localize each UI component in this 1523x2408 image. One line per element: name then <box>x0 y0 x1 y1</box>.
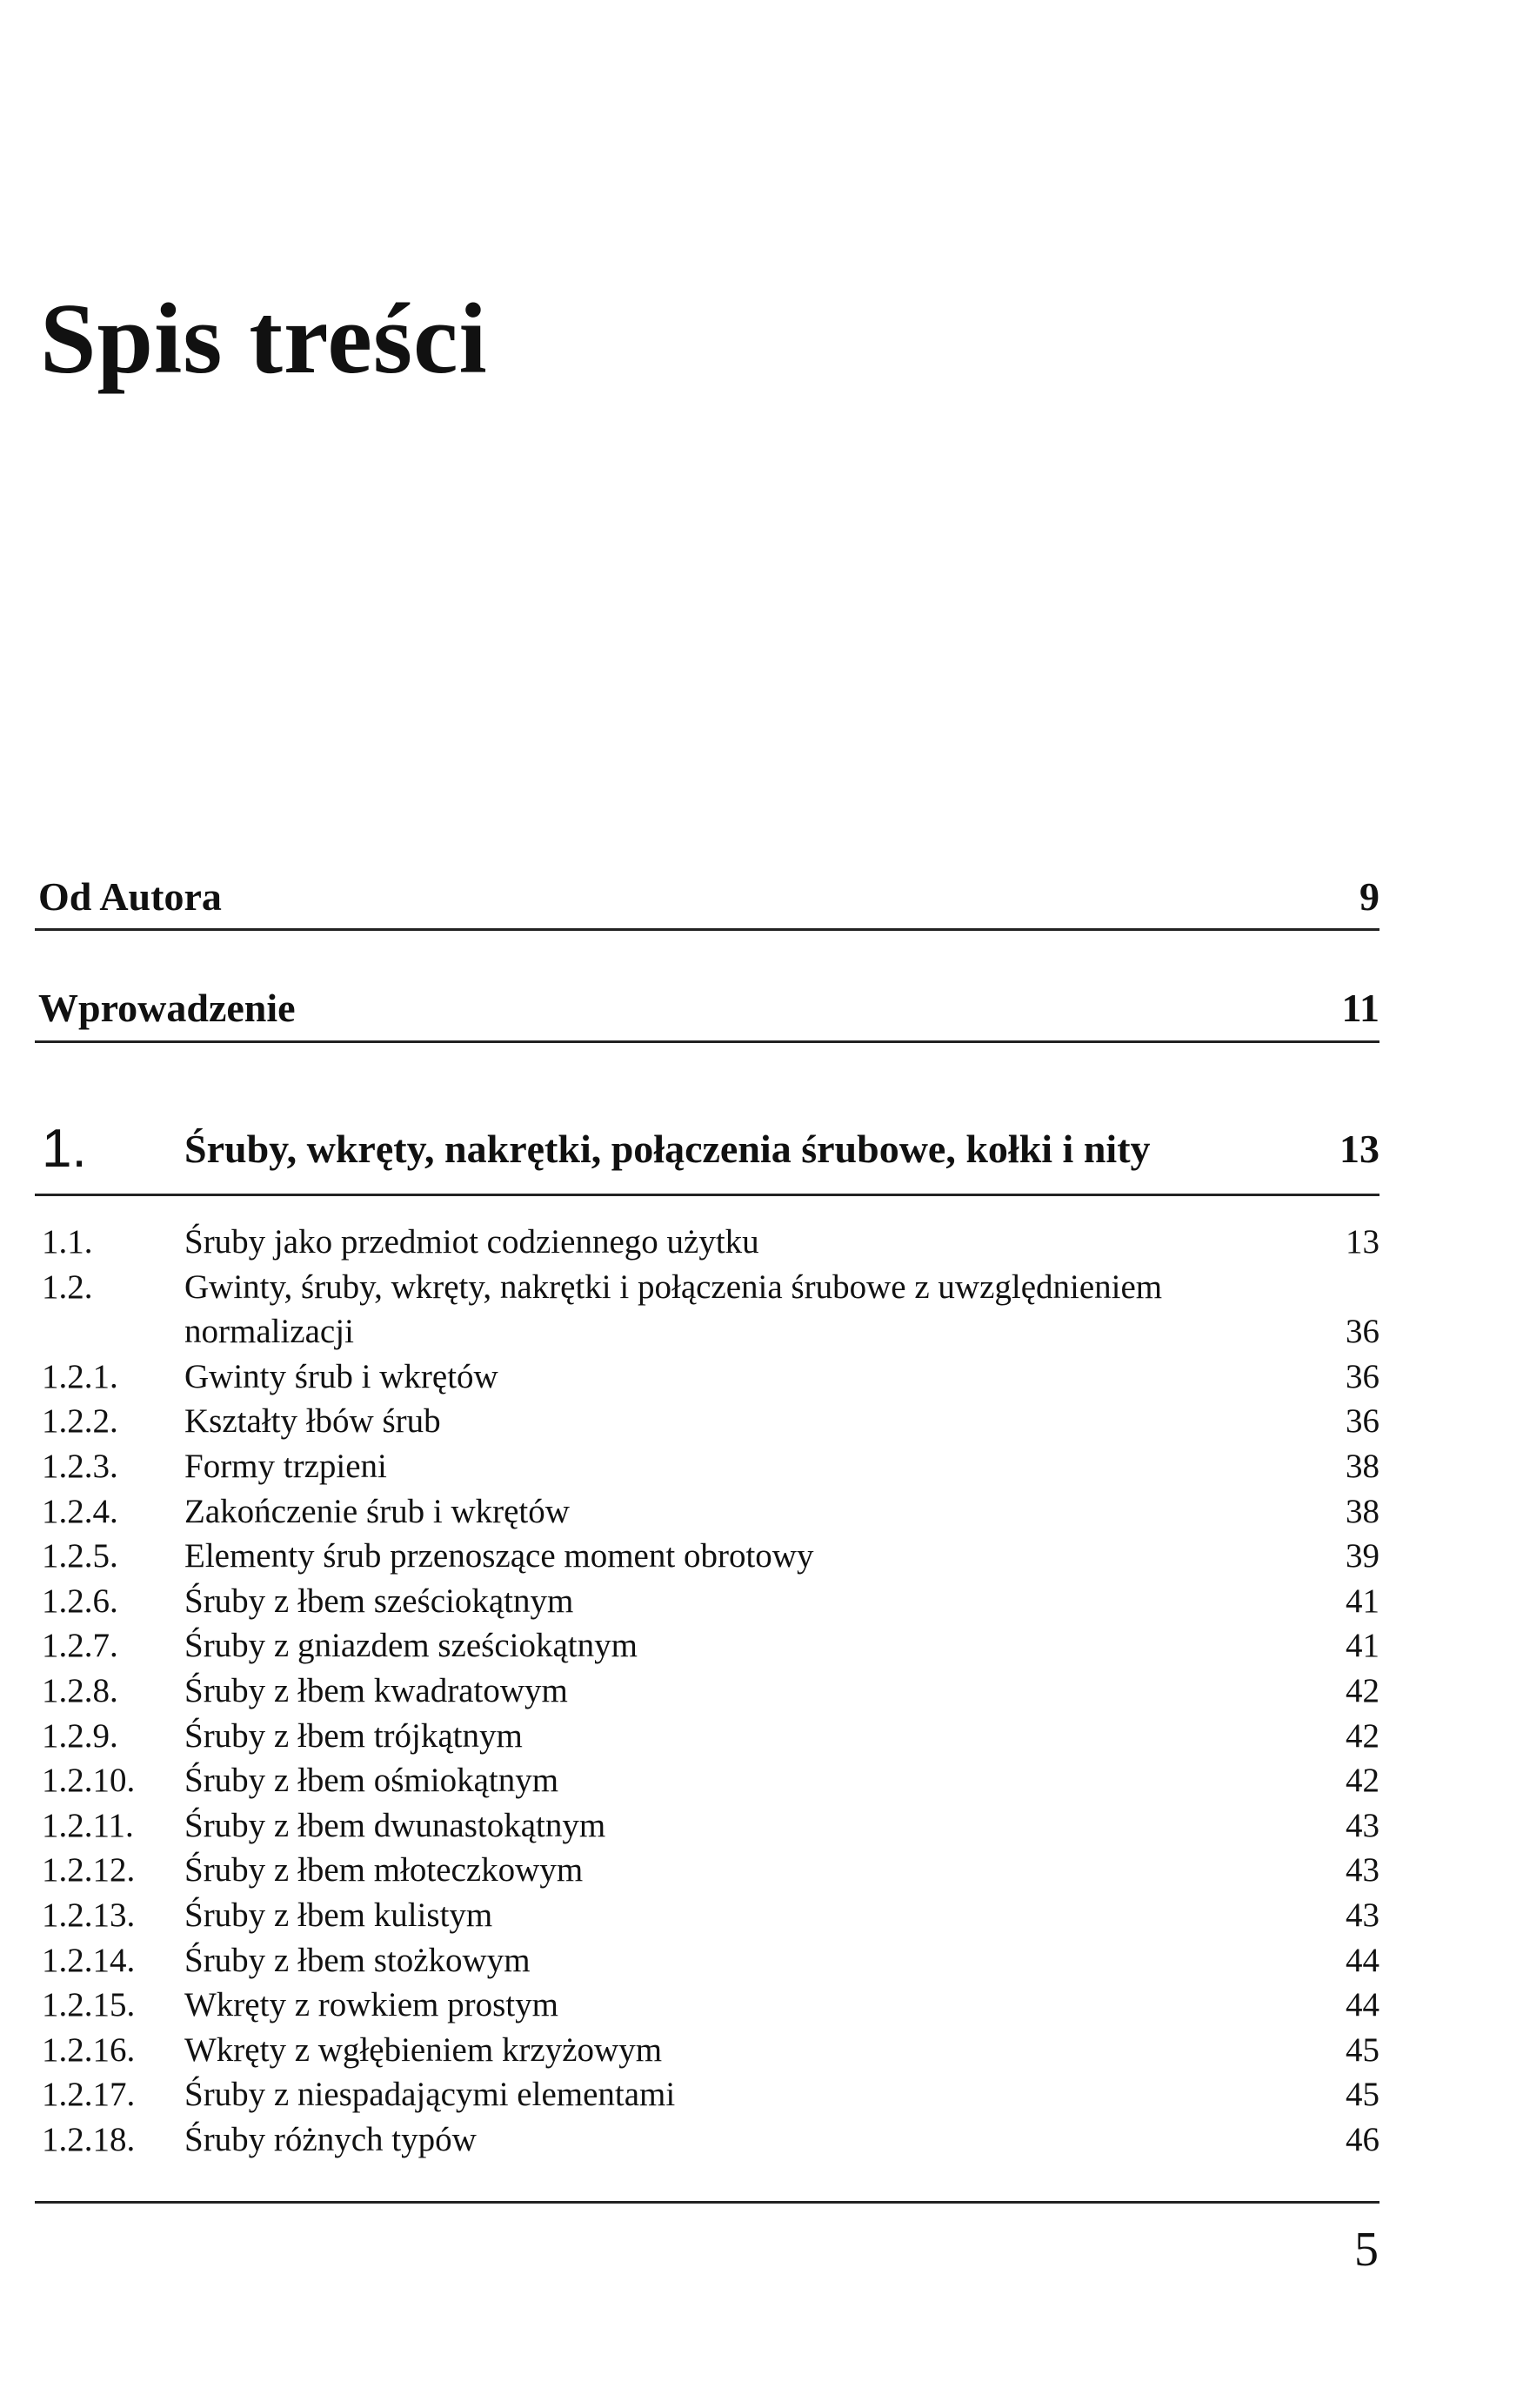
toc-entry-title: Elementy śrub przenoszące moment obrotowy <box>184 1537 814 1575</box>
divider <box>35 2201 1379 2204</box>
toc-entry-title: Śruby z łbem dwunastokątnym <box>184 1806 606 1844</box>
toc-entry-page: 39 <box>1346 1537 1379 1575</box>
toc-entry <box>42 1714 1379 1759</box>
toc-entry-page: 41 <box>1346 1582 1379 1620</box>
toc-entry-page: 42 <box>1346 1671 1379 1709</box>
toc-entry-title: Gwinty, śruby, wkręty, nakrętki i połączenia śrubowe z uwzględnieniem normalizacji <box>184 1268 1163 1351</box>
toc-entry-title: Śruby jako przedmiot codziennego użytku <box>184 1223 759 1261</box>
toc-entry-number: 1.2.16. <box>42 2030 136 2069</box>
toc-entry-page: 38 <box>1346 1492 1379 1530</box>
toc-entry-page: 43 <box>1346 1851 1379 1890</box>
toc-entry <box>42 1534 1379 1579</box>
toc-entry-number: 1.2.5. <box>42 1537 118 1575</box>
toc-entry <box>42 1893 1379 1938</box>
chapter-number: 1. <box>42 1119 87 1179</box>
toc-entry <box>42 1983 1379 2028</box>
toc-entry-title: Śruby z łbem kulistym <box>184 1896 493 1934</box>
toc-entry-title: Śruby z łbem młoteczkowym <box>184 1851 584 1890</box>
toc-entry-number: 1.2.17. <box>42 2076 136 2114</box>
toc-entry <box>42 1220 1379 1265</box>
toc-entry-title: Śruby z łbem ośmiokątnym <box>184 1762 559 1800</box>
toc-entry <box>42 2028 1379 2073</box>
toc-entry-page: 46 <box>1346 2120 1379 2158</box>
toc-entry <box>42 1579 1379 1624</box>
toc-entry-number: 1.2.18. <box>42 2120 136 2158</box>
toc-entry-page: 44 <box>1346 1986 1379 2024</box>
toc-entry-page: 43 <box>1346 1806 1379 1844</box>
toc-entry <box>42 1669 1379 1714</box>
toc-front-matter-label: Wprowadzenie <box>38 986 296 1030</box>
toc-entry-number: 1.2.4. <box>42 1492 118 1530</box>
toc-entry-list <box>42 1220 1379 2162</box>
toc-entry-page: 41 <box>1346 1627 1379 1665</box>
toc-entry-title: Śruby z łbem sześciokątnym <box>184 1582 574 1620</box>
toc-entry-title: Śruby z niespadającymi elementami <box>184 2076 676 2114</box>
toc-entry <box>42 2117 1379 2163</box>
toc-entry-page: 36 <box>1346 1357 1379 1395</box>
divider <box>35 1040 1379 1043</box>
toc-front-matter-page: 11 <box>1341 986 1379 1030</box>
toc-entry-page: 44 <box>1346 1941 1379 1979</box>
toc-entry <box>42 1489 1379 1535</box>
toc-entry <box>42 1354 1379 1400</box>
toc-entry-number: 1.2.14. <box>42 1941 136 1979</box>
divider <box>35 928 1379 931</box>
toc-entry-number: 1.2. <box>42 1268 93 1306</box>
toc-entry-title: Śruby z łbem kwadratowym <box>184 1671 568 1709</box>
toc-entry-title: Gwinty śrub i wkrętów <box>184 1357 498 1395</box>
toc-entry <box>42 1399 1379 1444</box>
toc-entry <box>42 1758 1379 1803</box>
toc-entry <box>42 1938 1379 1983</box>
toc-entry-page: 43 <box>1346 1896 1379 1934</box>
toc-entry-title: Formy trzpieni <box>184 1447 387 1485</box>
toc-entry-number: 1.2.1. <box>42 1357 118 1395</box>
toc-entry <box>42 1623 1379 1669</box>
toc-entry-page: 13 <box>1346 1223 1379 1261</box>
toc-entry-number: 1.1. <box>42 1223 93 1261</box>
toc-entry-number: 1.2.9. <box>42 1716 118 1755</box>
toc-entry-page: 38 <box>1346 1447 1379 1485</box>
toc-entry-number: 1.2.13. <box>42 1896 136 1934</box>
toc-entry-page: 45 <box>1346 2030 1379 2069</box>
toc-entry-title: Śruby różnych typów <box>184 2120 477 2158</box>
toc-entry-number: 1.2.15. <box>42 1986 136 2024</box>
toc-entry-page: 42 <box>1346 1762 1379 1800</box>
toc-entry-number: 1.2.11. <box>42 1806 134 1844</box>
toc-entry-number: 1.2.10. <box>42 1762 136 1800</box>
toc-entry-page: 36 <box>1346 1402 1379 1441</box>
toc-entry-title: Wkręty z rowkiem prostym <box>184 1986 558 2024</box>
toc-entry-number: 1.2.8. <box>42 1671 118 1709</box>
toc-entry <box>42 1803 1379 1849</box>
toc-entry <box>42 1444 1379 1489</box>
toc-entry-number: 1.2.6. <box>42 1582 118 1620</box>
toc-entry-page: 36 <box>1346 1313 1379 1351</box>
toc-entry-title: Zakończenie śrub i wkrętów <box>184 1492 570 1530</box>
toc-entry-number: 1.2.12. <box>42 1851 136 1890</box>
divider <box>35 1194 1379 1196</box>
toc-entry-title: Śruby z łbem stożkowym <box>184 1941 531 1979</box>
chapter-page: 13 <box>1339 1127 1379 1171</box>
toc-front-matter-page: 9 <box>1359 874 1379 919</box>
toc-front-matter-label: Od Autora <box>38 874 222 919</box>
toc-entry-number: 1.2.3. <box>42 1447 118 1485</box>
chapter-title: Śruby, wkręty, nakrętki, połączenia śrubowe, kołki i nity <box>184 1127 1151 1171</box>
toc-entry-title: Śruby z gniazdem sześciokątnym <box>184 1627 638 1665</box>
page-title: Spis treści <box>40 284 488 395</box>
toc-entry-title: Kształty łbów śrub <box>184 1402 441 1441</box>
toc-entry-title: Śruby z łbem trójkątnym <box>184 1716 523 1755</box>
page-number: 5 <box>1354 2223 1379 2277</box>
toc-entry-title: Wkręty z wgłębieniem krzyżowym <box>184 2030 663 2069</box>
toc-entry-number: 1.2.2. <box>42 1402 118 1441</box>
toc-entry <box>42 1265 1379 1354</box>
toc-entry-number: 1.2.7. <box>42 1627 118 1665</box>
toc-entry <box>42 1848 1379 1893</box>
toc-entry <box>42 2072 1379 2117</box>
toc-entry-page: 45 <box>1346 2076 1379 2114</box>
toc-entry-page: 42 <box>1346 1716 1379 1755</box>
